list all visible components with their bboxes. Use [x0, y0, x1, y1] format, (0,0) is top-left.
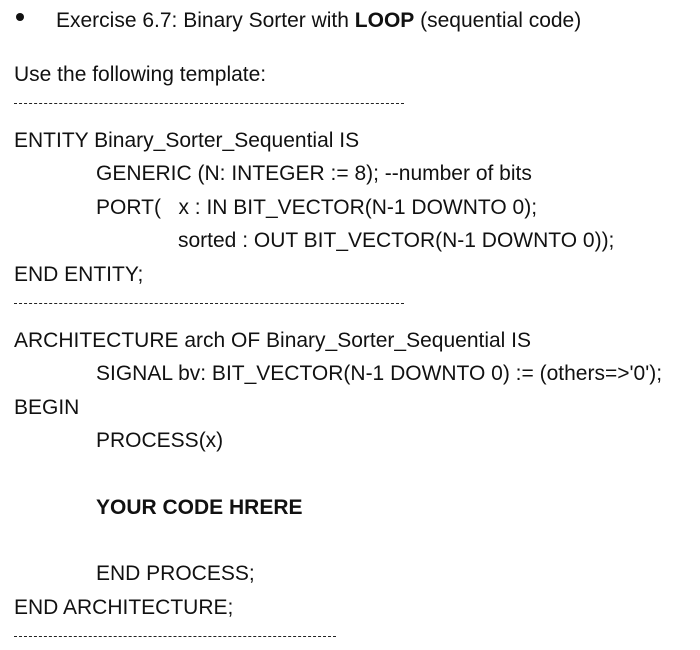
exercise-title-prefix: Exercise 6.7: Binary Sorter with — [56, 9, 355, 32]
code-generic-line: GENERIC (N: INTEGER := 8); --number of bits — [96, 162, 532, 185]
separator-1 — [14, 103, 404, 104]
code-end-architecture: END ARCHITECTURE; — [14, 596, 234, 619]
code-architecture-line: ARCHITECTURE arch OF Binary_Sorter_Sequential IS — [14, 329, 532, 352]
bullet-dot-icon — [16, 13, 24, 21]
exercise-title — [56, 10, 581, 31]
code-placeholder: YOUR CODE HRERE — [96, 496, 303, 519]
code-end-entity: END ENTITY; — [14, 263, 144, 286]
code-begin: BEGIN — [14, 396, 80, 419]
exercise-title-keyword: LOOP — [354, 9, 415, 32]
code-entity-line: ENTITY Binary_Sorter_Sequential IS — [14, 129, 360, 152]
code-port-line: PORT( x : IN BIT_VECTOR(N-1 DOWNTO 0); — [96, 196, 538, 219]
separator-2 — [14, 303, 404, 304]
exercise-title-suffix: (sequential code) — [414, 9, 582, 32]
code-signal-line: SIGNAL bv: BIT_VECTOR(N-1 DOWNTO 0) := (others=>'0'); — [96, 362, 663, 385]
separator-3 — [14, 636, 336, 637]
code-process-line: PROCESS(x) — [96, 429, 224, 452]
code-end-process: END PROCESS; — [96, 562, 255, 585]
intro-text: Use the following template: — [14, 63, 267, 86]
code-sorted-line: sorted : OUT BIT_VECTOR(N-1 DOWNTO 0)); — [178, 229, 615, 252]
